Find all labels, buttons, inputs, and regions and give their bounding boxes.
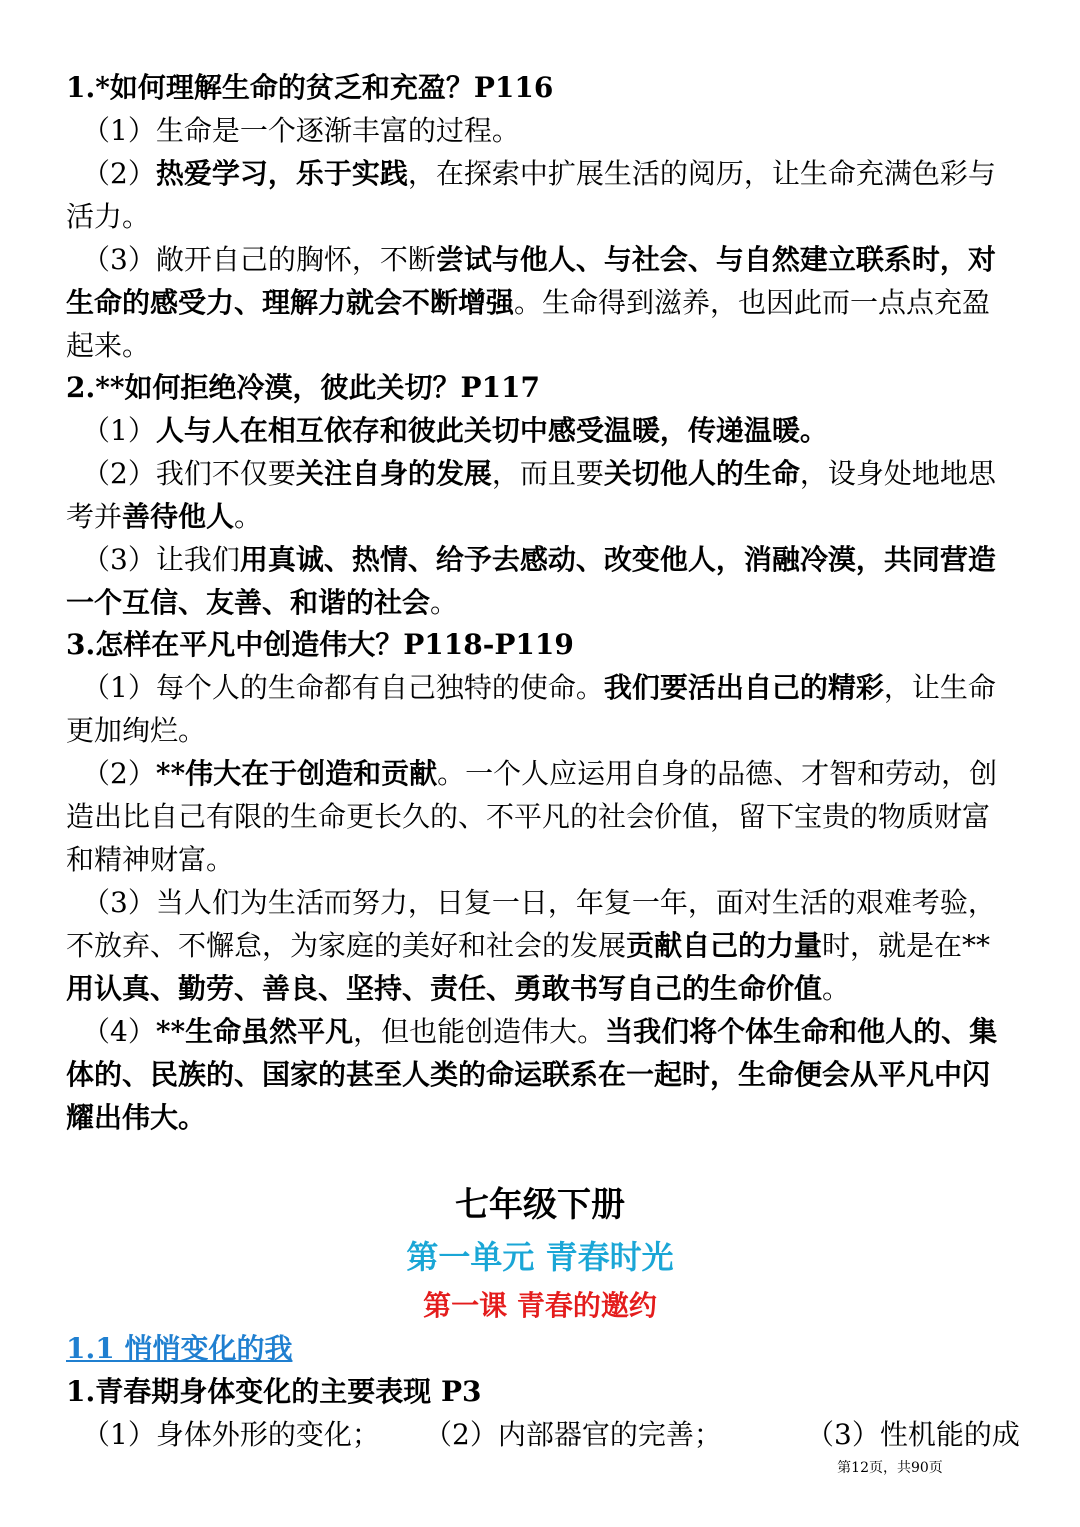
q1-point-1: （1）生命是一个逐渐丰富的过程。	[82, 114, 520, 147]
page-number: 第12页，共90页	[837, 1460, 943, 1476]
q1-point-2: （2）热爱学习，乐于实践，在探索中扩展生活的阅历，让生命充满色彩与	[82, 157, 996, 190]
q2-point-3-cont: 一个互信、友善、和谐的社会。	[66, 586, 459, 619]
question-3-title: 3.怎样在平凡中创造伟大？P118-P119	[66, 628, 574, 661]
q3-point-2-end: 和精神财富。	[66, 843, 235, 876]
q4-item-1: （1）身体外形的变化；	[82, 1418, 380, 1451]
q3-point-3-cont: 不放弃、不懈怠，为家庭的美好和社会的发展贡献自己的力量时，就是在**	[66, 929, 991, 962]
question-4-title: 1.青春期身体变化的主要表现 P3	[66, 1375, 482, 1408]
q3-point-3-end: 用认真、勤劳、善良、坚持、责任、勇敢书写自己的生命价值。	[66, 972, 851, 1005]
q3-point-3: （3）当人们为生活而努力，日复一日，年复一年，面对生活的艰难考验，	[82, 886, 996, 919]
q3-point-2: （2）**伟大在于创造和贡献。一个人应运用自身的品德、才智和劳动，创	[82, 757, 998, 790]
q3-point-2-cont: 造出比自己有限的生命更长久的、不平凡的社会价值，留下宝贵的物质财富	[66, 800, 991, 833]
q3-point-4: （4）**生命虽然平凡，但也能创造伟大。当我们将个体生命和他人的、集	[82, 1015, 998, 1048]
q2-point-1: （1）人与人在相互依存和彼此关切中感受温暖，传递温暖。	[82, 414, 828, 447]
question-2-title: 2.**如何拒绝冷漠，彼此关切？P117	[66, 371, 541, 404]
q1-point-2-cont: 活力。	[66, 200, 151, 233]
unit-title: 第一单元 青春时光	[406, 1238, 674, 1276]
q2-point-3: （3）让我们用真诚、热情、给予去感动、改变他人，消融冷漠，共同营造	[82, 543, 996, 576]
question-1-title: 1.*如何理解生命的贫乏和充盈？P116	[66, 71, 554, 104]
q1-point-3-cont: 生命的感受力、理解力就会不断增强。生命得到滋养，也因此而一点点充盈	[66, 286, 991, 319]
grade-title: 七年级下册	[455, 1185, 625, 1225]
q3-point-4-end: 耀出伟大。	[66, 1101, 207, 1134]
section-title	[66, 1327, 1016, 1370]
q1-point-3-end: 起来。	[66, 329, 151, 362]
q4-item-3: （3）性机能的成	[806, 1418, 1020, 1451]
q2-point-2: （2）我们不仅要关注自身的发展，而且要关切他人的生命，设身处地地思	[82, 457, 996, 490]
q3-point-4-cont: 体的、民族的、国家的甚至人类的命运联系在一起时，生命便会从平凡中闪	[66, 1058, 991, 1091]
q1-point-3: （3）敞开自己的胸怀，不断尝试与他人、与社会、与自然建立联系时，对	[82, 243, 996, 276]
lesson-title: 第一课 青春的邀约	[423, 1289, 657, 1322]
q4-item-2: （2）内部器官的完善；	[424, 1418, 722, 1451]
q3-point-1: （1）每个人的生命都有自己独特的使命。我们要活出自己的精彩，让生命	[82, 671, 996, 704]
page-footer	[0, 1457, 1080, 1477]
q2-point-2-cont: 考并善待他人。	[66, 500, 263, 533]
q3-point-1-cont: 更加绚烂。	[66, 714, 207, 747]
section-title-text: 1.1 悄悄变化的我	[66, 1332, 293, 1365]
